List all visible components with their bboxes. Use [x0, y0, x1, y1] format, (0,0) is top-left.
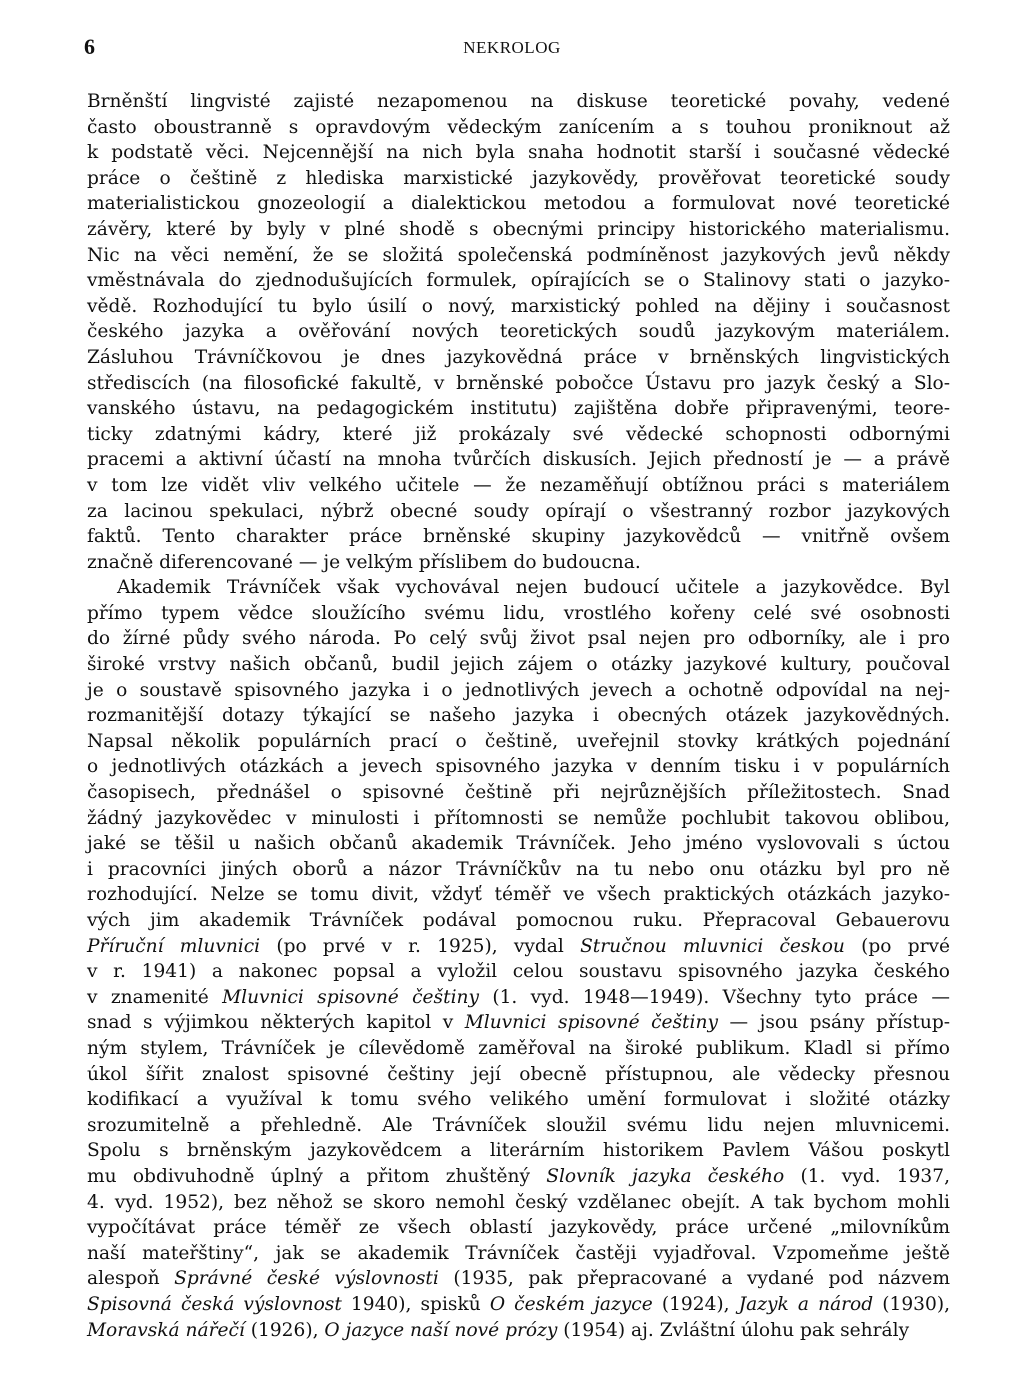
text-segment: rozmanitější dotazy týkající se našeho jazyka i obecných otázek jazykovědných.: [87, 705, 950, 727]
text-line: [87, 1292, 950, 1318]
text-line: [87, 294, 950, 320]
text-segment: často oboustranně s opravdovým vědeckým zanícením a s touhou proniknout až: [87, 116, 950, 138]
text-segment: rozhodující. Nelze se tomu divit, vždyť téměř ve všech praktických otázkách jazyko-: [87, 884, 950, 906]
text-line: [87, 1062, 950, 1088]
text-segment: Brněnští lingvisté zajisté nezapomenou na diskuse teoretické povahy, vedené: [87, 91, 950, 112]
text-segment: alespoň: [87, 1268, 175, 1290]
text-line: [87, 601, 950, 627]
text-segment: (po prvé: [844, 935, 950, 957]
text-segment: k podstatě věci. Nejcennější na nich byla snaha hodnotit starší i současné vědecké: [87, 142, 950, 164]
text-line: [87, 678, 950, 704]
text-segment: materialistickou gnozeologií a dialektickou metodou a formulovat nové teoretické: [87, 193, 950, 215]
text-line: [87, 1036, 950, 1062]
text-line: [87, 882, 950, 908]
text-line: [87, 985, 950, 1011]
running-title: NEKROLOG: [463, 38, 561, 57]
text-segment: i pracovníci jiných oborů a názor Trávníčkův na tu nebo onu otázku byl pro ně: [87, 858, 950, 880]
text-segment: o jednotlivých otázkách a jevech spisovného jazyka v denním tisku i v populárních: [87, 756, 950, 778]
text-line: [87, 166, 950, 192]
text-segment: kodifikací a využíval k tomu svého velikého umění formulovat i složité otázky: [87, 1089, 950, 1111]
text-line: [87, 243, 950, 269]
text-line: [87, 268, 950, 294]
italic-title: Spisovná česká výslovnost: [87, 1293, 342, 1315]
text-line: [87, 1266, 950, 1292]
page-number: 6: [84, 34, 95, 59]
italic-title: Moravská nářečí: [87, 1319, 245, 1341]
text-segment: v tom lze vidět vliv velkého učitele — že nezaměňují obtížnou práci s materiálem: [87, 474, 950, 496]
text-segment: Akademik Trávníček však vychovával nejen budoucí učitele a jazykovědce. Byl: [117, 577, 950, 599]
text-line: [87, 780, 950, 806]
text-line: [87, 1318, 950, 1344]
text-line: [87, 934, 950, 960]
text-line: [87, 217, 950, 243]
text-line: [87, 1010, 950, 1036]
text-segment: střediscích (na filosofické fakultě, v brněnské pobočce Ústavu pro jazyk český a Slo-: [87, 372, 950, 394]
italic-title: Mluvnici spisovné češtiny: [464, 1012, 718, 1034]
text-segment: časopisech, přednášel o spisovné češtině při nejrůznějších příležitostech. Snad: [87, 782, 950, 804]
text-segment: 1940), spisků: [341, 1293, 490, 1315]
text-line: [87, 524, 950, 550]
text-segment: (1926),: [244, 1319, 325, 1341]
text-segment: žádný jazykovědec v minulosti i přítomnosti se nemůže pochlubit takovou oblibou,: [87, 807, 950, 829]
text-line: [87, 729, 950, 755]
text-segment: Napsal několik populárních prací o češtině, uveřejnil stovky krátkých pojednání: [87, 730, 950, 752]
text-segment: mu obdivuhodně úplný a přitom zhuštěný: [87, 1165, 547, 1187]
text-line: [87, 371, 950, 397]
text-segment: úkol šířit znalost spisovné češtiny její obecně přístupnou, ale vědecky přesnou: [87, 1063, 950, 1085]
text-segment: naší mateřštiny“, jak se akademik Trávníček častěji vyjadřoval. Vzpomeňme ještě: [87, 1242, 950, 1264]
text-segment: (1924),: [652, 1293, 739, 1315]
text-line: [87, 447, 950, 473]
text-line: [87, 652, 950, 678]
text-line: [87, 191, 950, 217]
italic-title: Jazyk a národ: [738, 1293, 874, 1315]
text-segment: do žírné půdy svého národa. Po celý svůj život psal nejen pro odborníky, ale i pro: [87, 628, 950, 650]
text-segment: (1935, pak přepracované a vydané pod názvem: [438, 1268, 950, 1290]
text-segment: (po prvé v r. 1925), vydal: [260, 935, 581, 957]
italic-title: Slovník jazyka českého: [546, 1165, 785, 1187]
text-line: [87, 345, 950, 371]
text-segment: široké vrstvy našich občanů, budil jejich zájem o otázky jazykové kultury, poučoval: [87, 654, 950, 676]
text-line: [87, 626, 950, 652]
italic-title: Příruční mluvnici: [87, 935, 261, 957]
text-line: [87, 1241, 950, 1267]
text-segment: v r. 1941) a nakonec popsal a vyložil celou soustavu spisovného jazyka českého: [87, 961, 950, 983]
text-line: [87, 1113, 950, 1139]
text-segment: vypočítávat práce téměř ze všech oblastí jazykovědy, práce určené „milovníkům: [87, 1217, 950, 1239]
text-segment: závěry, které by byly v plné shodě s obecnými principy historického materialismu.: [87, 218, 950, 240]
text-segment: Spolu s brněnským jazykovědcem a literárním historikem Pavlem Vášou poskytl: [87, 1140, 950, 1162]
text-line: [87, 959, 950, 985]
text-line: [87, 422, 950, 448]
text-line: [87, 1215, 950, 1241]
text-line: [87, 754, 950, 780]
text-line: [87, 499, 950, 525]
text-segment: (1954) aj. Zvláštní úlohu pak sehrály: [557, 1319, 910, 1341]
text-line: [87, 396, 950, 422]
text-line: [87, 703, 950, 729]
text-line: [87, 1190, 950, 1216]
text-segment: značně diferencované — je velkým příslibem do budoucna.: [87, 551, 641, 573]
text-line: [87, 319, 950, 345]
text-segment: vých jim akademik Trávníček podával pomocnou ruku. Přepracoval Gebauerovu: [87, 910, 950, 931]
text-segment: (1930),: [873, 1293, 951, 1315]
text-segment: vměstnávala do zjednodušujících formulek, opírajících se o Stalinovy stati o jazyko-: [87, 270, 950, 292]
text-line: [87, 575, 950, 601]
body-text: [87, 89, 950, 1343]
italic-title: O českém jazyce: [489, 1293, 653, 1315]
text-line: [87, 857, 950, 883]
text-segment: v znamenité: [87, 986, 223, 1008]
text-segment: ným stylem, Trávníček je cílevědomě zaměřoval na široké publikum. Kladl si přímo: [87, 1037, 950, 1059]
italic-title: Stručnou mluvnici českou: [580, 935, 845, 957]
text-segment: ticky zdatnými kádry, které již prokázaly své vědecké schopnosti odbornými: [87, 423, 950, 445]
text-segment: vědě. Rozhodující tu bylo úsilí o nový, marxistický pohled na dějiny i současnost: [87, 295, 950, 317]
italic-title: Mluvnici spisovné češtiny: [222, 986, 479, 1008]
text-segment: přímo typem vědce sloužícího svému lidu, vrostlého kořeny celé své osobnosti: [87, 602, 950, 624]
text-segment: (1. vyd. 1948—1949). Všechny tyto práce —: [479, 986, 950, 1008]
text-segment: Zásluhou Trávníčkovou je dnes jazykovědná práce v brněnských lingvistických: [87, 346, 950, 368]
text-line: [87, 1087, 950, 1113]
text-line: [87, 115, 950, 141]
text-line: [87, 908, 950, 934]
text-segment: snad s výjimkou některých kapitol v: [87, 1012, 465, 1034]
text-segment: českého jazyka a ověřování nových teoretických soudů jazykovým materiálem.: [87, 321, 950, 343]
text-segment: (1. vyd. 1937,: [784, 1165, 951, 1187]
text-segment: 4. vyd. 1952), bez něhož se skoro nemohl český vzdělanec obejít. A tak bychom mohli: [87, 1191, 950, 1213]
italic-title: Správné české výslovnosti: [174, 1268, 439, 1290]
text-segment: je o soustavě spisovného jazyka i o jednotlivých jevech a ochotně odpovídal na nej-: [87, 679, 950, 701]
text-line: [87, 1138, 950, 1164]
text-line: [87, 1164, 950, 1190]
text-line: [87, 550, 950, 576]
text-segment: práce o češtině z hlediska marxistické jazykovědy, prověřovat teoretické soudy: [87, 167, 950, 189]
text-line: [87, 831, 950, 857]
text-segment: jaké se těšil u našich občanů akademik Trávníček. Jeho jméno vyslovovali s úctou: [87, 833, 950, 855]
italic-title: O jazyce naší nové prózy: [324, 1319, 558, 1341]
text-line: [87, 473, 950, 499]
text-segment: srozumitelně a přehledně. Ale Trávníček sloužil svému lidu nejen mluvnicemi.: [87, 1114, 950, 1136]
text-segment: faktů. Tento charakter práce brněnské skupiny jazykovědců — vnitřně ovšem: [87, 526, 950, 548]
text-line: [87, 140, 950, 166]
text-segment: za lacinou spekulaci, nýbrž obecné soudy opírají o všestranný rozbor jazykových: [87, 500, 950, 522]
text-segment: vanského ústavu, na pedagogickém institutu) zajištěna dobře připravenými, teore-: [87, 398, 950, 420]
text-segment: Nic na věci nemění, že se složitá společenská podmíněnost jazykových jevů někdy: [87, 244, 950, 266]
text-segment: — jsou psány přístup-: [717, 1012, 950, 1034]
text-line: [87, 89, 950, 115]
text-line: [87, 806, 950, 832]
text-segment: pracemi a aktivní účastí na mnoha tvůrčích diskusích. Jejich předností je — a právě: [87, 449, 950, 471]
